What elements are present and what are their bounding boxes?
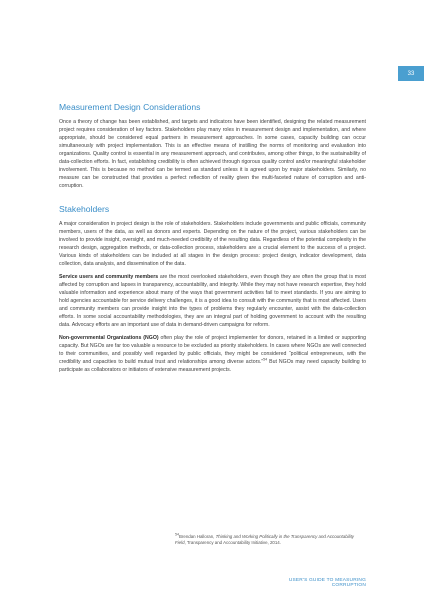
footnote-rest: , Transparency and Accountability Initiative, 2014. [184, 540, 281, 545]
ngo-text-after: But NGOs may need capacity building to participate as collaborators or initiators of extensive measurement projects. [59, 359, 366, 373]
measurement-paragraph: Once a theory of change has been established, and targets and indicators have been identified, designing the related measurement project requires consideration of key factors. Stakeholders play many roles in measurement design and implementation, and where appropriate, should be considered equal partners in measurement approaches. In some cases, capacity building can occur simultaneously with project implementation. This is an effective means of instilling the norms of monitoring and evaluation into organizations. Quality control is essential in any measurement approach, and contributes, among other things, to the sustainability of data-collection efforts. In fact, establishing credibility is often achieved through rigorous quality control and/or meaningful stakeholder involvement. This is because no method can be termed as standard unless it is agreed upon by major stakeholders. Similarly, no measure can be constructed that provides a perfect reflection of reality given the multi-faceted nature of corruption and anti-corruption. [59, 119, 366, 189]
section-heading-stakeholders: Stakeholders [59, 204, 110, 214]
footnote-title: Thinking and Working Politically in the Transparency and Accountability Field [175, 534, 354, 545]
service-users-text: are the most overlooked stakeholders, even though they are often the group that is most affected by corruption and lapses in transparency, accountability, and integrity. While they may not have research expertise, they hold valuable information and experience about many of the ways that government activities fail to meet standards. If you are aiming to hold agencies accountable for service delivery challenges, it is a good idea to consult with the community that is most affected. Users and community members can provide insight into the types of problems they regularly encounter, assist with the data-collection efforts. In some social accountability methodologies, they are an integral part of holding government to account with the resulting data. Advocacy efforts are an important use of data in demand-driven campaigns for reform. [59, 274, 366, 328]
footnote [175, 534, 365, 546]
service-users-lead: Service users and community members [59, 274, 159, 280]
footnote-author: Brendan Halloran, [179, 534, 216, 539]
footnote-mark: 54 [175, 532, 179, 537]
page-number-tab [398, 66, 424, 81]
stakeholders-intro-paragraph: A major consideration in project design is the role of stakeholders. Stakeholders include governments and public officials, community members, users of the data, as well as donors and experts. Depending on the nature of the project, various stakeholders can be involved to provide insight, oversight, and much-needed credibility of the resulting data. Regardless of the potential complexity in the research design, aggregation methods, or data-collection process, stakeholders are a crucial element to the success of a project. Various kinds of stakeholders can be included at all stages in the design process: project design, indicator development, data collection, data analysis, and dissemination of the data. [59, 221, 366, 267]
ngo-lead: Non-governmental Organizations (NGO) [59, 335, 159, 341]
footnote-reference: 54 [263, 357, 268, 362]
ngo-text: often play the role of project implementer for donors, retained in a limited or supporting capacity. But NGOs are far too valuable a resource to be excluded as priority stakeholders. In cases where NGOs are well connected to their communities, and possibly well regarded by public officials, they might be considered “political entrepreneurs, with the credibility and capacities to build mutual trust and relationships among diverse actors.” [59, 335, 367, 365]
ngo-paragraph [59, 334, 366, 374]
service-users-paragraph [59, 273, 366, 329]
running-footer: USER'S GUIDE TO MEASURING CORRUPTION [288, 578, 366, 588]
main-content [59, 102, 366, 374]
page-number: 33 [407, 70, 415, 77]
section-heading-measurement: Measurement Design Considerations [59, 102, 201, 112]
